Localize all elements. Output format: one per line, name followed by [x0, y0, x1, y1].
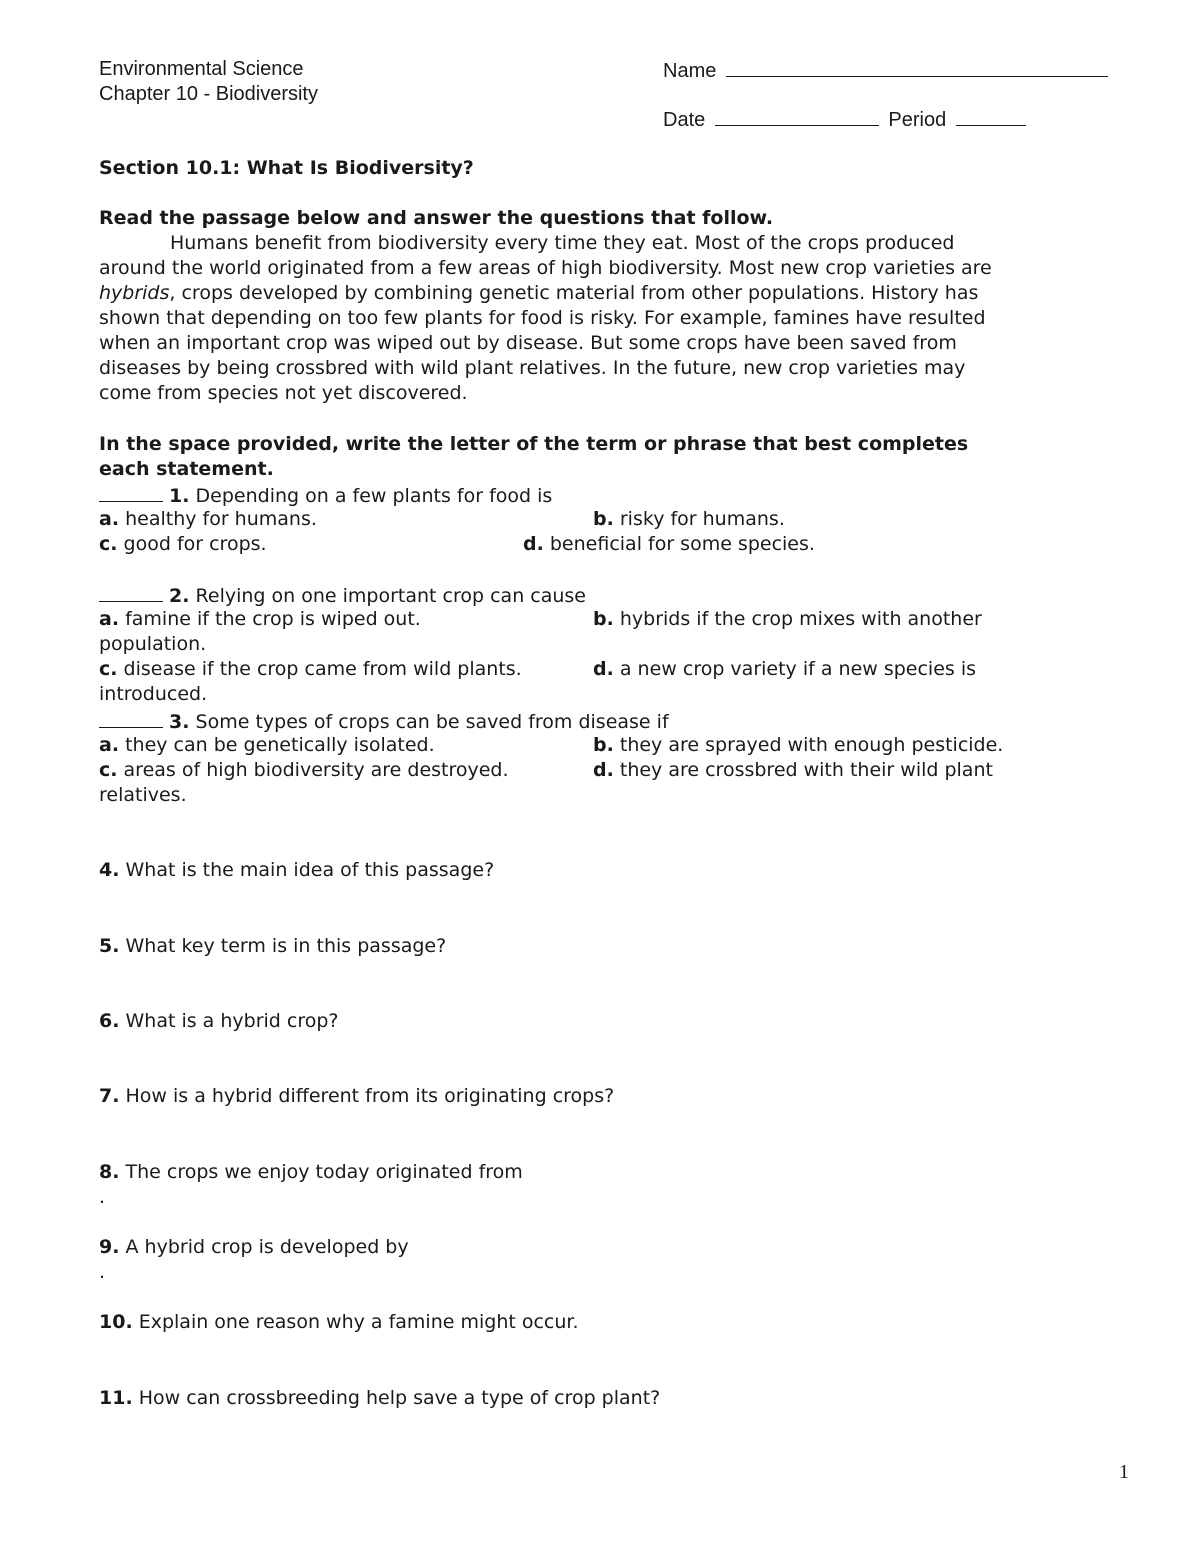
mc-option-c: c. areas of high biodiversity are destroyed.: [99, 759, 509, 781]
mc-stem: Some types of crops can be saved from disease if: [195, 711, 669, 733]
question-9-trail: .: [99, 1261, 106, 1283]
question-9: 9. A hybrid crop is developed by: [99, 1236, 409, 1258]
page-number: 1: [1119, 1461, 1129, 1483]
question-4: 4. What is the main idea of this passage?: [99, 859, 495, 881]
passage-line: diseases by being crossbred with wild plant relatives. In the future, new crop varieties may: [99, 357, 966, 379]
mc-question-1: 1. Depending on a few plants for food is: [99, 482, 552, 509]
mc-option-c: c. disease if the crop came from wild plants.: [99, 658, 522, 680]
mc-option-d-cont: introduced.: [99, 683, 208, 705]
name-label: Name: [663, 60, 717, 82]
passage-line-rest: , crops developed by combining genetic material from other populations. History has: [169, 282, 979, 304]
passage-line: shown that depending on too few plants for food is risky. For example, famines have resulted: [99, 307, 986, 329]
passage-instruction: Read the passage below and answer the questions that follow.: [99, 207, 774, 229]
name-blank[interactable]: [726, 57, 1108, 77]
mc-stem: Relying on one important crop can cause: [195, 585, 586, 607]
mc-option-d: d. they are crossbred with their wild plant: [593, 759, 993, 781]
date-blank[interactable]: [715, 106, 879, 126]
passage-line: when an important crop was wiped out by disease. But some crops have been saved from: [99, 332, 957, 354]
answer-blank-3[interactable]: [99, 708, 163, 728]
section-title: Section 10.1: What Is Biodiversity?: [99, 157, 474, 179]
key-term: hybrids: [99, 282, 170, 304]
mc-option-a: a. famine if the crop is wiped out.: [99, 608, 421, 630]
name-field[interactable]: [663, 57, 1108, 84]
question-6: 6. What is a hybrid crop?: [99, 1010, 339, 1032]
question-8: 8. The crops we enjoy today originated from: [99, 1161, 523, 1183]
passage-line: around the world originated from a few areas of high biodiversity. Most new crop varieties are: [99, 257, 992, 279]
mc-option-d: d. beneficial for some species.: [523, 533, 815, 555]
question-8-trail: .: [99, 1186, 106, 1208]
mc-option-c: c. good for crops.: [99, 533, 267, 555]
mc-option-b: b. risky for humans.: [593, 508, 785, 530]
mc-instruction: each statement.: [99, 458, 274, 480]
passage-line: come from species not yet discovered.: [99, 382, 468, 404]
mc-question-3: 3. Some types of crops can be saved from disease if: [99, 708, 669, 735]
mc-option-a: a. healthy for humans.: [99, 508, 317, 530]
period-label: Period: [888, 109, 947, 131]
course-title: Environmental Science: [99, 58, 304, 80]
mc-option-b: b. hybrids if the crop mixes with another: [593, 608, 982, 630]
date-label: Date: [663, 109, 706, 131]
question-5: 5. What key term is in this passage?: [99, 935, 447, 957]
question-11: 11. How can crossbreeding help save a type of crop plant?: [99, 1387, 661, 1409]
answer-blank-1[interactable]: [99, 482, 163, 502]
mc-option-b: b. they are sprayed with enough pesticide.: [593, 734, 1004, 756]
date-period-field: [663, 106, 1026, 133]
mc-option-b-cont: population.: [99, 633, 207, 655]
answer-blank-2[interactable]: [99, 582, 163, 602]
question-7: 7. How is a hybrid different from its originating crops?: [99, 1085, 615, 1107]
mc-option-a: a. they can be genetically isolated.: [99, 734, 435, 756]
period-blank[interactable]: [956, 106, 1026, 126]
chapter-title: Chapter 10 - Biodiversity: [99, 83, 318, 105]
passage-line: [99, 281, 978, 306]
mc-option-d: d. a new crop variety if a new species is: [593, 658, 977, 680]
question-10: 10. Explain one reason why a famine might occur.: [99, 1311, 579, 1333]
mc-option-d-cont: relatives.: [99, 784, 187, 806]
passage-line: Humans benefit from biodiversity every time they eat. Most of the crops produced: [170, 232, 955, 254]
mc-stem: Depending on a few plants for food is: [195, 485, 553, 507]
mc-instruction: In the space provided, write the letter of the term or phrase that best completes: [99, 433, 969, 455]
mc-question-2: 2. Relying on one important crop can cause: [99, 582, 586, 609]
